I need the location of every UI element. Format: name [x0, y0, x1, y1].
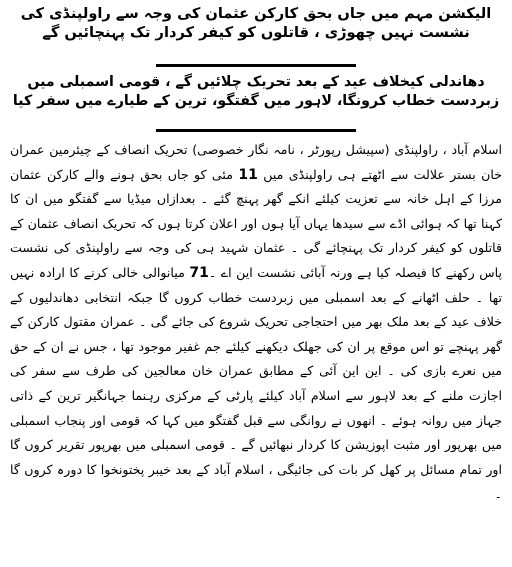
article-body-part-3: میانوالی خالی کرنے کا ارادہ نہیں تھا ۔ حلف اٹھانے کے بعد اسمبلی میں زبردست خطاب کروں گا جبکہ انتخابی دھاندلیوں کے خلاف عید کے بعد ملک بھر میں احتجاجی تحریک شروع کی جائے گی ۔ عمران مقتول کارکن کے گھر پہنچے تو اس موقع پر ان کی جھلک دیکھنے کیلئے جم غفیر موجود تھا ، جس نے ان کے حق میں نعرے بازی کی ۔ این این آئی کے مطابق عمران خان معالجین کی طرف سے سفر کی اجازت ملنے کے بعد لاہور سے اسلام آباد کیلئے پارٹی کے مرکزی رہنما جہانگیر ترین کے ذاتی جہاز میں روانہ ہوئے ۔ انھوں نے روانگی سے قبل گفتگو میں کہا کہ قومی اور پنجاب اسمبلی میں بھرپور اور مثبت اپوزیشن کا کردار نبھائیں گے ۔ قومی اسمبلی میں بھرپور تقریر کروں گا اور تمام مسائل پر کھل کر بات کی جائیگی ، اسلام آباد کے بعد خیبر پختونخوا کا دورہ کروں گا ۔ — [10, 264, 502, 502]
headline-secondary: دھاندلی کیخلاف عید کے بعد تحریک چلائیں گے ، قومی اسمبلی میں زبردست خطاب کرونگا، لاہور میں گفتگو، ترین کے طیارے میں سفر کیا — [12, 74, 500, 109]
article-body-number-1: 11 — [238, 166, 258, 183]
article-body-number-2: 71 — [189, 264, 209, 281]
headline-divider-2 — [156, 129, 356, 132]
article-body-part-2: مئی کو جاں بحق ہونے والے کارکن عثمان مرزا کے اہل خانہ سے تعزیت کیلئے انکے گھر پہنچ گئے ۔ بعدازاں میڈیا سے گفتگو میں ان کا کہنا تھا کہ ہوائی اڈے سے سیدھا یہاں آیا ہوں اور اعلان کرتا ہوں کہ تحریک انصاف عثمان کے قاتلوں کو کیفر کردار تک پہنچائے گی ۔ عثمان شہید ہی کی وجہ سے راولپنڈی کی نشست پاس رکھنے کا فیصلہ کیا ہے ورنہ آبائی نشست این اے ۔ — [10, 166, 502, 280]
article-body-part-1: اسلام آباد ، راولپنڈی (سپیشل رپورٹر ، نامہ نگار خصوصی) تحریک انصاف کے چیئرمین عمران خان بستر علالت سے اٹھتے ہی راولپنڈی میں — [10, 142, 502, 182]
article-body — [10, 138, 502, 538]
headline-divider-1 — [156, 64, 356, 67]
headline-main: الیکشن مہم میں جاں بحق کارکن عثمان کی وجہ سے راولپنڈی کی نشست نہیں چھوڑی ، قاتلوں کو کیفر کردار تک پہنچائیں گے — [20, 5, 492, 42]
